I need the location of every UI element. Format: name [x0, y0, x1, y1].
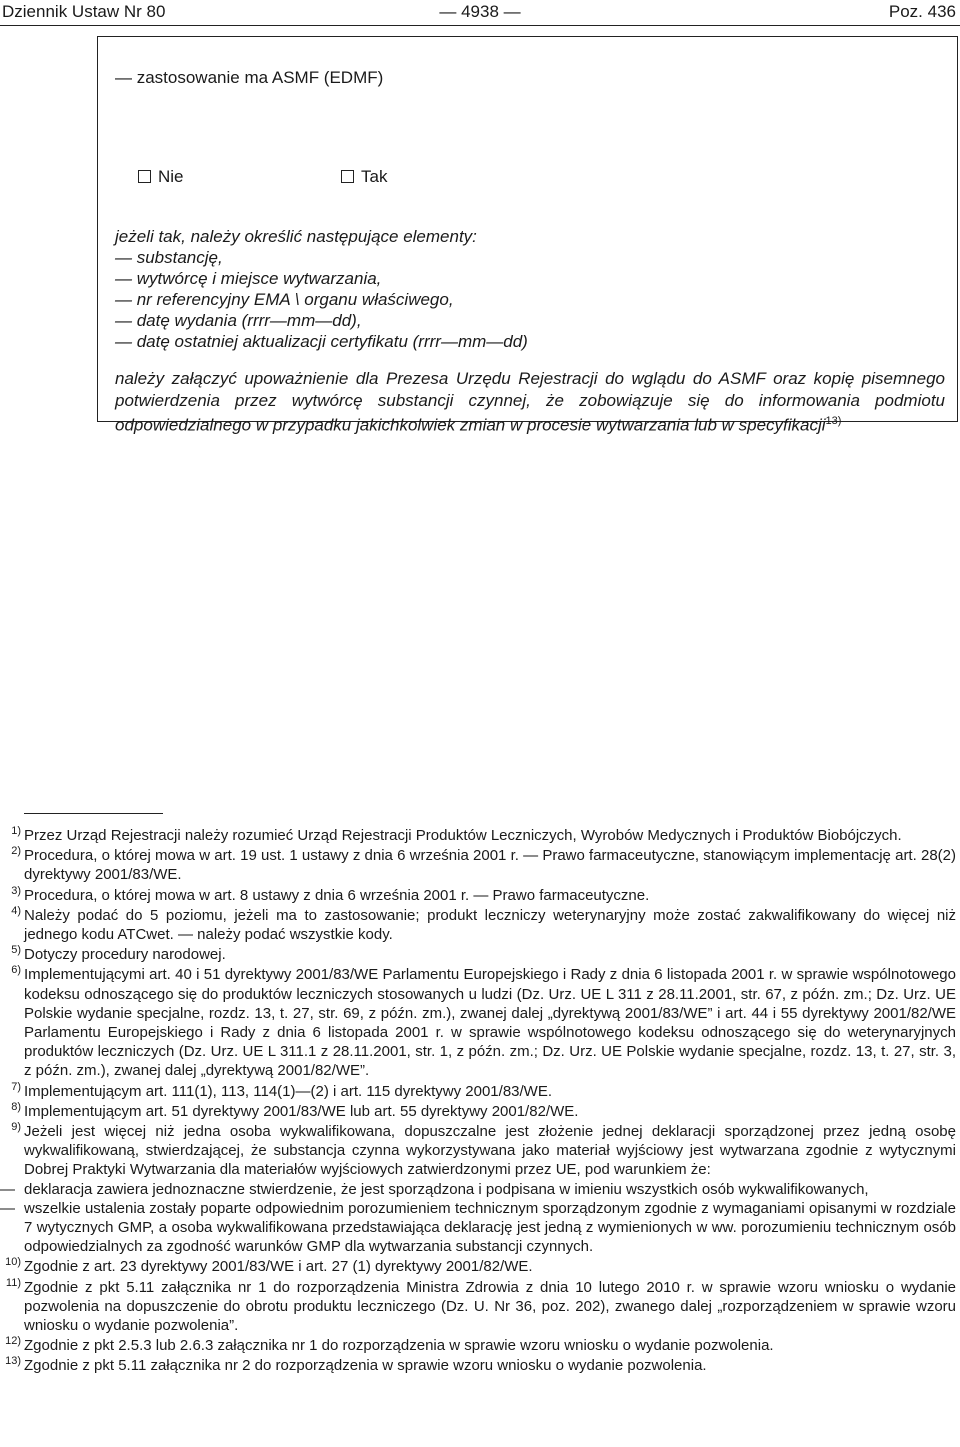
checkbox-no[interactable]: [138, 170, 151, 183]
footnotes: [0, 826, 960, 1377]
footnote: [0, 945, 960, 964]
asmf-question: — zastosowanie ma ASMF (EDMF): [115, 68, 384, 87]
footnote-ref: 13): [825, 415, 842, 427]
element-item: — datę ostatniej aktualizacji certyfikatu (rrrr—mm—dd): [115, 332, 528, 351]
footnote: [0, 1257, 960, 1276]
element-item: — datę wydania (rrrr—mm—dd),: [115, 311, 362, 330]
page-header: [0, 0, 960, 26]
footnote-number: 13): [5, 1355, 21, 1368]
footnote-subitem: [0, 1180, 956, 1199]
footnote-subitem: [0, 1199, 956, 1257]
footnote-text: Dotyczy procedury narodowej.: [24, 946, 226, 964]
element-item: — wytwórcę i miejsce wytwarzania,: [115, 269, 382, 288]
footnote: [0, 826, 960, 845]
footnote-subitem-text: wszelkie ustalenia zostały poparte odpowiednim porozumieniem technicznym sporządzonym zgodnie z wymaganiami opisanymi w rozdziale 7 wytycznych GMP, a osoba wykwalifikowana przedstawiająca deklarację jest jedną z wymienionych w ww. porozumieniu technicznym osób odpowiedzialnych za zgodność warunków GMP dla wytwarzania substancji czynnych.: [24, 1199, 956, 1256]
footnote-number: 1): [11, 825, 21, 837]
footnote-text: Zgodnie z pkt 5.11 załącznika nr 1 do rozporządzenia Ministra Zdrowia z dnia 10 lutego 2010 r. w sprawie wzoru wniosku o wydanie pozwolenia na dopuszczenie do obrotu produktu leczniczego (Dz. U. Nr 36, poz. 202), zwanego dalej „rozporządzeniem w sprawie wzoru wniosku o wydanie pozwolenia”.: [24, 1278, 956, 1335]
attachment-note-text: należy załączyć upoważnienie dla Prezesa Urzędu Rejestracji do wglądu do ASMF oraz kopię pisemnego potwierdzenia przez wytwórcę substancji czynnej, że zobowiązuje się do informowania podmiotu odpowiedzialnego w przypadku jakichkolwiek zmian w procesie wytwarzania lub w specyfikacji: [115, 369, 945, 435]
header-rule: [0, 25, 960, 26]
footnote: [0, 886, 960, 905]
checkbox-yes[interactable]: [341, 170, 354, 183]
footnote: [0, 1082, 960, 1101]
footnote-subitem-text: deklaracja zawiera jednoznaczne stwierdzenie, że jest sporządzona i podpisana w imieniu wszystkich osób wykwalifikowanych,: [24, 1180, 869, 1198]
footnote-number: 8): [11, 1100, 21, 1113]
dash: —: [0, 1199, 15, 1217]
required-elements: [115, 226, 528, 352]
footnote-text: Implementującymi art. 40 i 51 dyrektywy 2001/83/WE Parlamentu Europejskiego i Rady z dnia 6 listopada 2001 r. w sprawie wspólnotowego kodeksu odnoszącego się do produktów leczniczych stosowanych u ludzi (Dz. Urz. UE L 311 z 28.11.2001, str. 67, z późn. zm.; Dz. Urz. UE Polskie wydanie specjalne, rozdz. 13, t. 27, str. 69, z późn. zm.), zwanej dalej „dyrektywą 2001/83/WE” i art. 44 i 55 dyrektywy 2001/82/WE Parlamentu Europejskiego i Rady z dnia 6 listopada 2001 r. w sprawie wspólnotowego kodeksu odnoszącego się do weterynaryjnych produktów leczniczych (Dz. Urz. UE L 311.1 z 28.11.2001, str. 1, z późn. zm.; Dz. Urz. UE Polskie wydanie specjalne, rozdz. 13, t. 27, str. 3, z późn. zm.), zwanej dalej „dyrektywą 2001/82/WE”.: [24, 966, 956, 1080]
footnote-text: Procedura, o której mowa w art. 19 ust. 1 ustawy z dnia 6 września 2001 r. — Prawo farmaceutyczne, stanowiącym implementację art. 28(2) dyrektywy 2001/83/WE.: [24, 847, 956, 884]
position-number: Poz. 436: [888, 2, 956, 21]
footnote: [0, 906, 960, 944]
footnote-number: 3): [11, 884, 21, 897]
dash: —: [0, 1180, 15, 1198]
footnote: [0, 1122, 960, 1256]
element-item: — substancję,: [115, 248, 223, 267]
form-box: [97, 36, 958, 435]
footnote-text: Zgodnie z art. 23 dyrektywy 2001/83/WE i art. 27 (1) dyrektywy 2001/82/WE.: [24, 1258, 533, 1276]
footnote-number: 4): [11, 904, 21, 917]
journal-title: Dziennik Ustaw Nr 80: [2, 2, 166, 21]
footnote-text: Przez Urząd Rejestracji należy rozumieć Urząd Rejestracji Produktów Leczniczych, Wyrobów Medycznych i Produktów Biobójczych.: [24, 827, 902, 844]
footnote-text: Zgodnie z pkt 5.11 załącznika nr 2 do rozporządzenia w sprawie wzoru wniosku o wydanie pozwolenia.: [24, 1357, 707, 1375]
footnote: [0, 846, 960, 884]
attachment-note: [115, 368, 945, 436]
footnote-text: Implementującym art. 111(1), 113, 114(1)—(2) i art. 115 dyrektywy 2001/83/WE.: [24, 1082, 552, 1100]
footnote-text: Implementującym art. 51 dyrektywy 2001/83/WE lub art. 55 dyrektywy 2001/82/WE.: [24, 1102, 579, 1120]
footnote: [0, 1278, 960, 1336]
footnote-text: Jeżeli jest więcej niż jedna osoba wykwalifikowana, dopuszczalne jest złożenie jednej deklaracji sporządzonej przez jedną osobę wykwalifikowaną, stwierdzającej, że substancja czynna wykorzystywana jako materiał wyjściowy jest wytwarzana zgodnie z wytycznymi Dobrej Praktyki Wytwarzania dla materiałów wyjściowych zatwierdzonymi przez UE, pod warunkiem że:: [24, 1123, 956, 1179]
footnote-number: 5): [11, 944, 21, 957]
footnote: [0, 1102, 960, 1121]
element-item: — nr referencyjny EMA \ organu właściwego,: [115, 290, 454, 309]
option-no[interactable]: [138, 166, 184, 188]
footnote-number: 6): [11, 964, 21, 977]
footnote-text: Procedura, o której mowa w art. 8 ustawy z dnia 6 września 2001 r. — Prawo farmaceutyczne.: [24, 886, 650, 904]
page-number: — 4938 —: [439, 2, 521, 21]
option-yes[interactable]: [341, 166, 387, 188]
footnote-number: 7): [11, 1080, 21, 1093]
elements-lead: jeżeli tak, należy określić następujące elementy:: [115, 227, 477, 246]
footnote-separator: [24, 813, 163, 814]
footnote-number: 2): [11, 845, 21, 858]
option-no-label: Nie: [158, 167, 184, 186]
footnote-number: 12): [5, 1335, 21, 1348]
footnote-number: 10): [5, 1256, 21, 1269]
footnote: [0, 1336, 960, 1355]
footnote-text: Zgodnie z pkt 2.5.3 lub 2.6.3 załącznika nr 1 do rozporządzenia w sprawie wzoru wniosku o wydanie pozwolenia.: [24, 1337, 774, 1355]
footnote-number: 9): [11, 1121, 21, 1134]
footnote: [0, 965, 960, 1080]
footnote-text: Należy podać do 5 poziomu, jeżeli ma to zastosowanie; produkt leczniczy weterynaryjny może zostać zakwalifikowany do więcej niż jednego kodu ATCwet. — należy podać wszystkie kody.: [24, 906, 956, 944]
footnote-number: 11): [5, 1276, 21, 1289]
footnote: [0, 1356, 960, 1375]
option-yes-label: Tak: [361, 167, 388, 186]
